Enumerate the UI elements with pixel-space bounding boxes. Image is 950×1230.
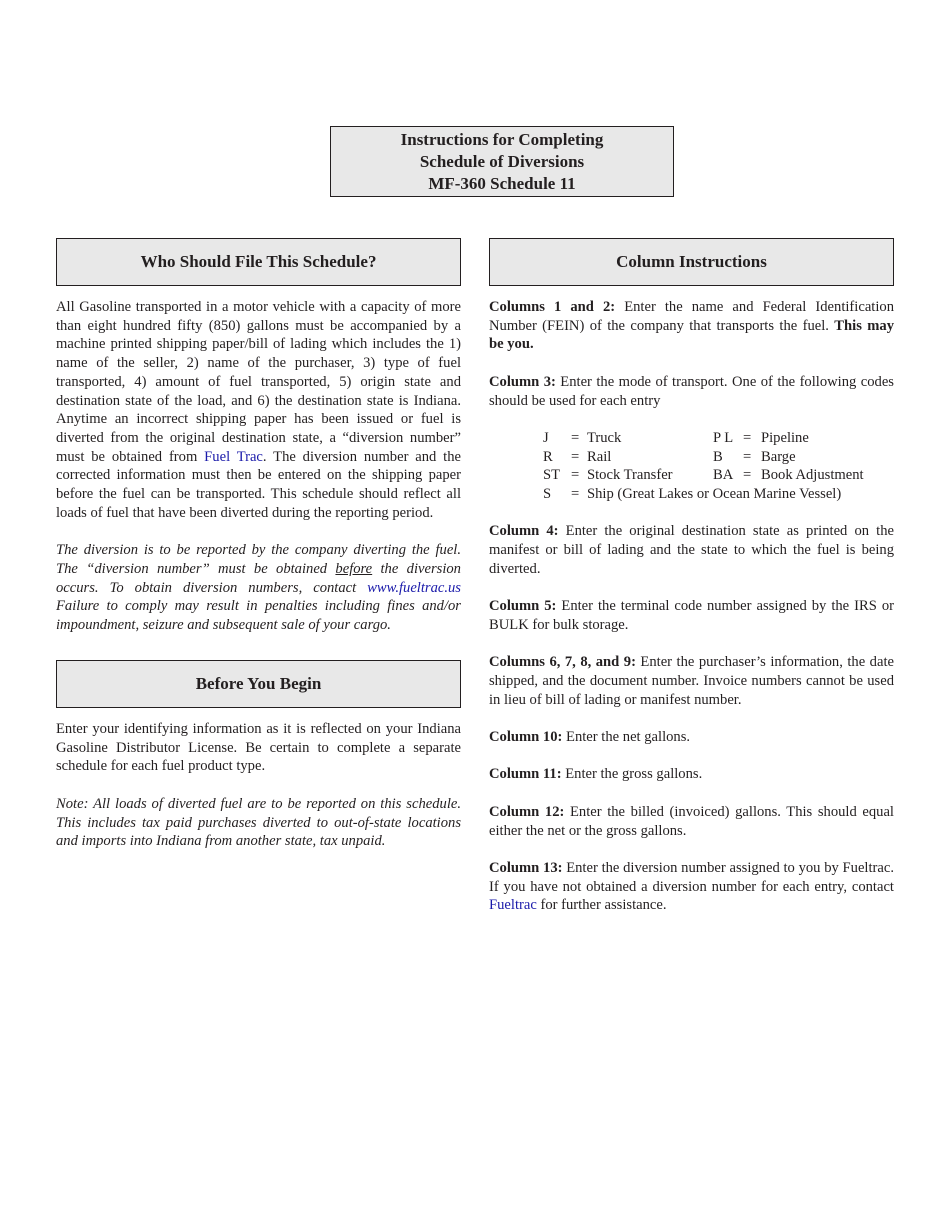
code-s: S — [543, 485, 552, 502]
code-eq: = — [571, 467, 580, 484]
codes-row — [543, 429, 894, 448]
who-p1-text-2: . The diversion number and the corrected information must then be entered on the shipping paper before the fuel can be transported. This schedule should reflect all loads of fuel that have been diverted during the reporting period. — [56, 448, 462, 521]
codes-row — [543, 448, 894, 467]
column-12-text: Enter the billed (invoiced) gallons. This should equal either the net or the gross gallons. — [489, 803, 894, 839]
code-desc-truck: Truck — [587, 429, 622, 446]
code-eq: = — [571, 448, 580, 465]
column-3-text: Enter the mode of transport. One of the following codes should be used for each entry — [489, 373, 894, 409]
code-b: B — [713, 448, 723, 465]
who-p1-text: All Gasoline transported in a motor vehicle with a capacity of more than eight hundred fifty (850) gallons must be accompanied by a machine printed shipping paper/bill of lading which includes the 1) name of the seller, 2) name of the purchaser, 3) type of fuel transported, 4) amount of fuel transported, 5) origin state and destination state of the load, and 6) the destination state is Indiana. Anytime an incorrect shipping paper has been issued or fuel is diverted from the original destination state, a “diversion number” must be obtained from — [56, 299, 461, 465]
column-3-label: Column 3: — [489, 373, 556, 390]
code-desc-book-adjustment: Book Adjustment — [761, 467, 864, 484]
who-p2-text-2: the diversion occurs. To obtain diversion numbers, contact — [56, 560, 461, 596]
who-p2-text-3: Failure to comply may result in penalties including fines and/or impoundment, seizure and subsequent sale of your cargo. — [56, 598, 461, 633]
document-title — [330, 126, 674, 197]
columns-6-9-text: Enter the purchaser’s information, the date shipped, and the document number. Invoice numbers cannot be used in lieu of bill of lading or manifest number. — [489, 654, 894, 708]
columns-1-2-text: Enter the name and Federal Identification Number (FEIN) of the company that transports the fuel. — [489, 299, 894, 334]
who-p2-before: before — [335, 560, 373, 577]
columns-1-2-emphasis: This may be you. — [489, 317, 894, 353]
transport-codes-table — [543, 429, 894, 504]
before-you-begin-section — [56, 720, 461, 870]
title-line-3: MF-360 Schedule 11 — [428, 174, 576, 193]
code-desc-ship: Ship (Great Lakes or Ocean Marine Vessel) — [587, 485, 842, 502]
fuel-trac-link[interactable]: Fuel Trac — [204, 448, 263, 465]
column-12-instruction — [489, 803, 894, 840]
title-line-2: Schedule of Diversions — [419, 152, 585, 171]
column-instructions-section — [489, 298, 894, 934]
fueltrac-link[interactable]: Fueltrac — [489, 897, 537, 914]
code-r: R — [543, 448, 553, 465]
who-paragraph-1 — [56, 298, 461, 522]
columns-6-9-label: Columns 6, 7, 8, and 9: — [489, 654, 636, 671]
columns-1-2-label: Columns 1 and 2: — [489, 299, 616, 315]
code-eq: = — [743, 429, 752, 446]
before-you-begin-heading: Before You Begin — [56, 660, 461, 708]
column-5-text: Enter the terminal code number assigned by the IRS or BULK for bulk storage. — [489, 598, 894, 633]
begin-note: Note: All loads of diverted fuel are to be reported on this schedule. This includes tax paid purchases diverted to out-of-state locations and imports into Indiana from another state, tax unpaid. — [56, 795, 461, 850]
column-4-label: Column 4: — [489, 523, 559, 540]
fueltrac-url-link[interactable]: www.fueltrac.us — [367, 579, 461, 596]
code-eq: = — [743, 448, 752, 465]
column-13-text-2: for further assistance. — [536, 897, 667, 914]
column-13-label: Column 13: — [489, 859, 563, 876]
code-desc-stock-transfer: Stock Transfer — [587, 467, 673, 484]
column-13-instruction — [489, 859, 894, 915]
columns-6-9-instruction — [489, 653, 894, 709]
columns-1-2-instruction — [489, 298, 894, 354]
code-eq: = — [571, 429, 580, 446]
who-should-file-heading: Who Should File This Schedule? — [56, 238, 461, 286]
who-paragraph-2 — [56, 541, 461, 635]
code-desc-barge: Barge — [761, 448, 796, 465]
codes-row — [543, 485, 894, 504]
column-11-text: Enter the gross gallons. — [561, 766, 703, 783]
code-eq: = — [743, 467, 752, 484]
column-10-text: Enter the net gallons. — [562, 729, 691, 746]
column-13-text: Enter the diversion number assigned to you by Fueltrac. If you have not obtained a diversion number for each entry, contact — [489, 859, 895, 895]
column-3-instruction — [489, 373, 894, 410]
column-4-instruction — [489, 522, 894, 578]
column-5-label: Column 5: — [489, 598, 557, 615]
column-4-text: Enter the original destination state as printed on the manifest or bill of lading and the state to which the fuel is being diverted. — [489, 523, 894, 577]
codes-row — [543, 466, 894, 485]
code-eq: = — [571, 485, 580, 502]
column-11-label: Column 11: — [489, 766, 562, 783]
column-5-instruction — [489, 597, 894, 634]
who-p2-text: The diversion is to be reported by the company diverting the fuel. The “diversion number” must be obtained — [56, 542, 461, 577]
who-should-file-section — [56, 298, 461, 653]
column-11-instruction — [489, 765, 894, 784]
column-12-label: Column 12: — [489, 803, 565, 820]
code-st: ST — [543, 467, 561, 484]
begin-paragraph-1: Enter your identifying information as it is reflected on your Indiana Gasoline Distributor License. Be certain to complete a separate schedule for each fuel product type. — [56, 721, 461, 775]
column-instructions-heading: Column Instructions — [489, 238, 894, 286]
code-pl: P L — [713, 429, 734, 446]
code-desc-pipeline: Pipeline — [761, 429, 809, 446]
code-j: J — [543, 429, 549, 446]
code-desc-rail: Rail — [587, 448, 612, 465]
title-line-1: Instructions for Completing — [400, 130, 604, 149]
code-ba: BA — [713, 467, 734, 484]
column-10-label: Column 10: — [489, 729, 563, 746]
column-10-instruction — [489, 728, 894, 747]
